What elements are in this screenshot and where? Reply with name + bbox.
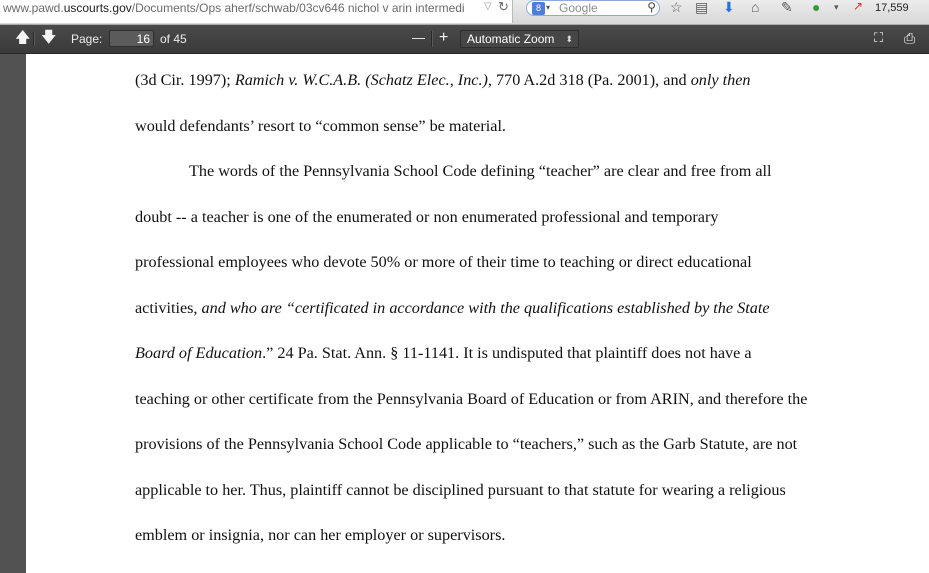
address-bar[interactable] (0, 0, 513, 23)
text-line: emblem or insignia, nor can her employer or supervisors. (135, 526, 506, 544)
print-icon[interactable]: ⎙ (904, 30, 916, 46)
addon-dropdown-icon[interactable]: ▾ (834, 2, 839, 12)
text-line: doubt -- a teacher is one of the enumerated or non enumerated professional and temporary (135, 208, 719, 226)
text-line: The words of the Pennsylvania School Code defining “teacher” are clear and free from all (189, 162, 772, 180)
home-icon[interactable]: ⌂ (751, 0, 760, 15)
zoom-value: Automatic Zoom (467, 32, 555, 46)
search-input[interactable]: Google (559, 1, 598, 15)
trend-graph-icon: ↗ (853, 0, 864, 13)
zoom-out-button[interactable]: — (412, 30, 425, 45)
page-number-input[interactable] (109, 30, 154, 47)
browser-toolbar (0, 0, 929, 25)
download-icon[interactable]: ⬇ (723, 0, 735, 15)
bookmark-star-icon[interactable]: ☆ (670, 0, 683, 15)
extension-icon[interactable]: ✎ (781, 0, 793, 15)
badge-counter: 17,559 (875, 2, 909, 14)
google-engine-icon[interactable]: 8 (532, 2, 545, 15)
pdf-toolbar (0, 25, 929, 54)
url-history-dropdown-icon[interactable]: ▽ (484, 1, 492, 12)
text-line: would defendants’ resort to “common sense” be material. (135, 117, 506, 135)
presentation-mode-icon[interactable]: ⛶ (874, 30, 884, 45)
previous-page-icon[interactable]: 🡅 (15, 29, 31, 46)
engine-dropdown-icon[interactable]: ▾ (546, 3, 551, 12)
document-viewer[interactable] (0, 54, 929, 573)
text-line: (3d Cir. 1997); Ramich v. W.C.A.B. (Schatz Elec., Inc.), 770 A.2d 318 (Pa. 2001), and only then (135, 71, 751, 89)
next-page-icon[interactable]: 🡇 (41, 29, 57, 46)
reading-list-icon[interactable]: ▤ (695, 0, 709, 15)
zoom-in-button[interactable]: + (439, 29, 449, 46)
reload-icon[interactable]: ↻ (498, 0, 509, 14)
search-icon[interactable]: ⚲ (647, 0, 656, 14)
zoom-dropdown-icon: ⬍ (565, 34, 573, 44)
page-label: Page: (71, 32, 103, 46)
text-line: professional employees who devote 50% or more of their time to teaching or direct educational (135, 253, 752, 271)
text-line: provisions of the Pennsylvania School Code applicable to “teachers,” such as the Garb Statute, are not (135, 435, 798, 453)
text-line: teaching or other certificate from the Pennsylvania Board of Education or from ARIN, and therefore the (135, 390, 808, 408)
search-box[interactable] (526, 0, 660, 16)
url-path: /Documents/Ops aherf/schwab/03cv646 nichol v arin intermedi (131, 1, 465, 15)
url-domain: uscourts.gov (63, 1, 132, 15)
url-prefix: www.pawd. (3, 1, 64, 15)
divider (431, 31, 433, 47)
addon-globe-icon[interactable]: ● (812, 0, 821, 15)
zoom-select[interactable] (460, 30, 579, 48)
divider (33, 32, 35, 46)
text-line: activities, and who are “certificated in accordance with the qualifications established by the State (135, 299, 770, 317)
text-line: applicable to her. Thus, plaintiff cannot be disciplined pursuant to that statute for wearing a religious (135, 481, 786, 499)
text-line: Board of Education.” 24 Pa. Stat. Ann. § 11-1141. It is undisputed that plaintiff does not have a (135, 344, 752, 362)
page-total: of 45 (160, 32, 187, 46)
